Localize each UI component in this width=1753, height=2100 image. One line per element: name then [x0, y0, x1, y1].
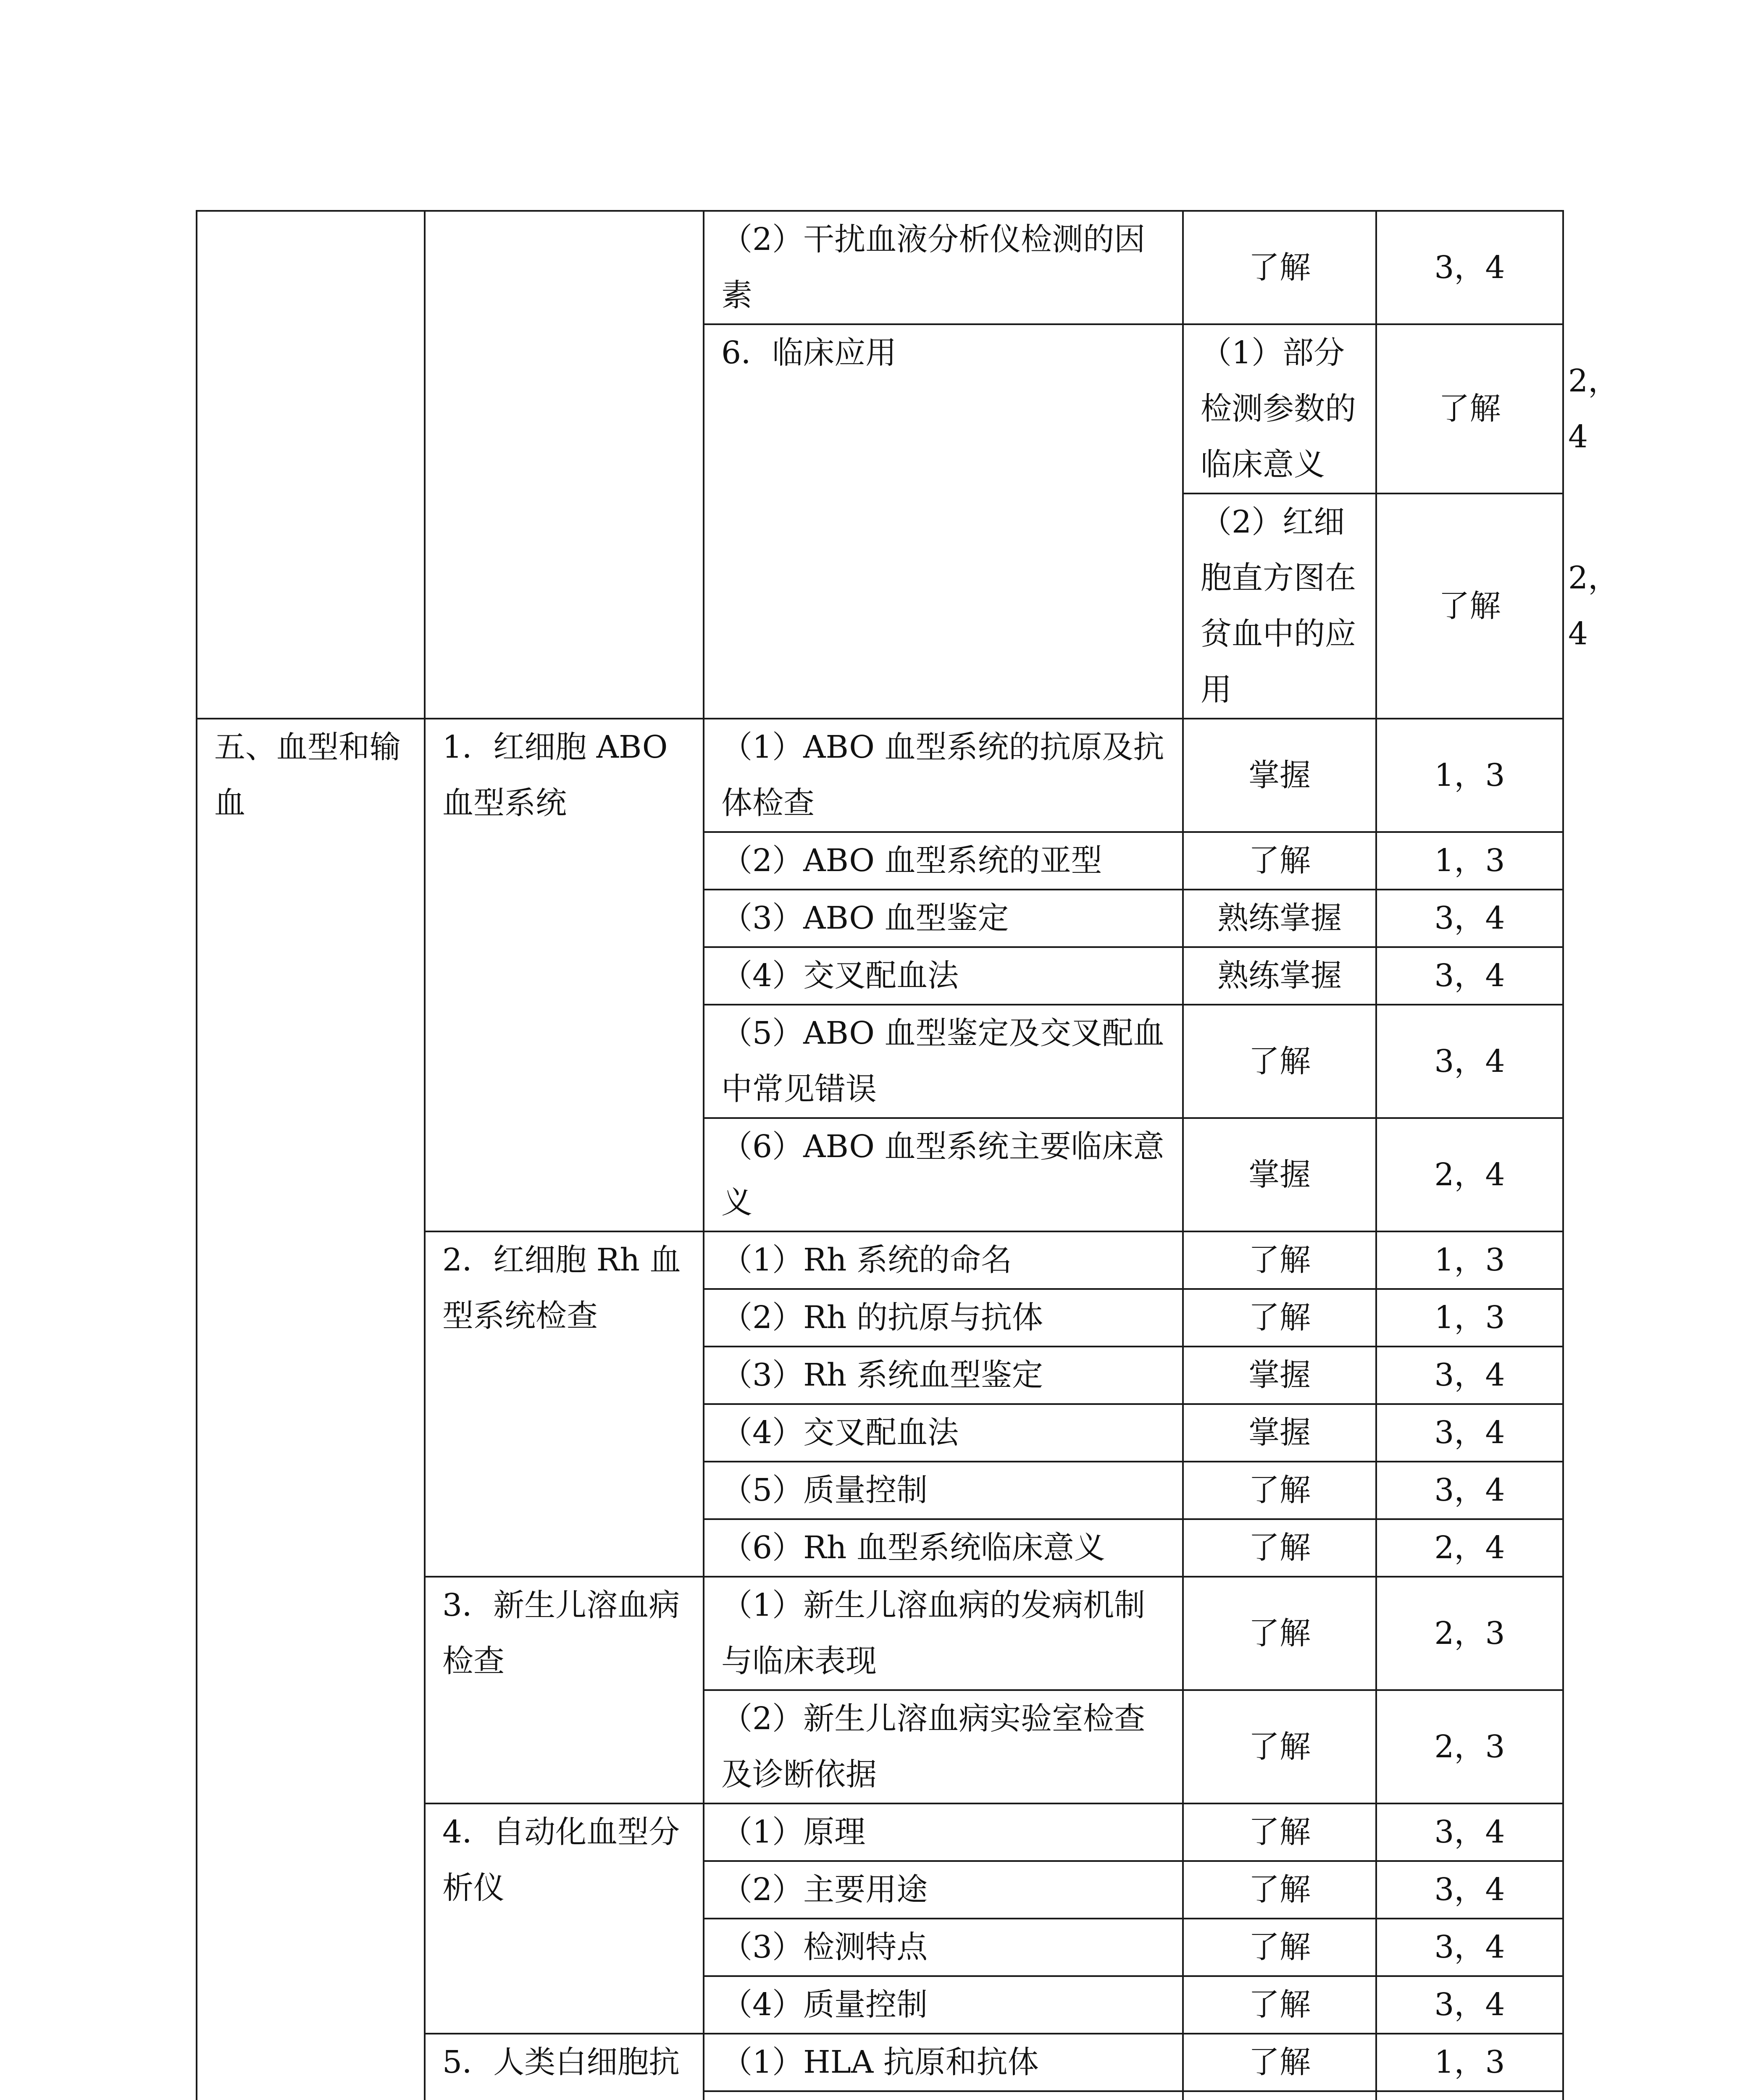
exam-grade-cell: 1，3: [1376, 719, 1563, 832]
exam-grade-cell: 2，4: [1376, 1519, 1563, 1577]
exam-grade-cell: 1，3: [1376, 1289, 1563, 1347]
exam-grade-cell: 3，4: [1376, 1803, 1563, 1861]
requirement-level-cell: 了解: [1183, 1519, 1376, 1577]
item-cell: （2）主要用途: [704, 1861, 1183, 1919]
item-cell: （3）ABO 血型鉴定: [704, 890, 1183, 947]
item-cell: （2）红细胞直方图在贫血中的应用: [1183, 494, 1376, 719]
exam-grade-cell: 3，4: [1376, 1005, 1563, 1118]
requirement-level-cell: 掌握: [1183, 719, 1376, 832]
item-cell: （6）ABO 血型系统主要临床意义: [704, 1118, 1183, 1231]
item-cell: （1）HLA 抗原和抗体: [704, 2034, 1183, 2091]
item-cell: （4）交叉配血法: [704, 1404, 1183, 1462]
item-cell: （6）Rh 血型系统临床意义: [704, 1519, 1183, 1577]
table-row: （2）红细胞直方图在贫血中的应用 了解 2，4: [197, 494, 1563, 719]
requirement-level-cell: 了解: [1183, 1919, 1376, 1976]
exam-grade-cell: 1，3: [1376, 832, 1563, 890]
subcategory-cell: 6．临床应用: [704, 324, 1183, 719]
exam-grade-cell: 3，4: [1376, 1919, 1563, 1976]
table-body: [197, 211, 1619, 2100]
requirement-level-cell: 熟练掌握: [1183, 947, 1376, 1005]
category-cell: 五、血型和输血: [197, 719, 425, 2100]
exam-grade-cell: [1376, 2091, 1563, 2100]
requirement-level-cell: 了解: [1183, 1577, 1376, 1690]
requirement-level-cell: 了解: [1183, 1462, 1376, 1519]
exam-grade-cell: 3，4: [1376, 1462, 1563, 1519]
exam-grade-cell: 2，3: [1376, 1577, 1563, 1690]
item-cell: （1）ABO 血型系统的抗原及抗体检查: [704, 719, 1183, 832]
requirement-level-cell: 了解: [1183, 1231, 1376, 1289]
requirement-level-cell: 了解: [1183, 1861, 1376, 1919]
exam-grade-cell: 2，4: [1376, 1118, 1563, 1231]
item-cell: （1）Rh 系统的命名: [704, 1231, 1183, 1289]
item-cell: （4）交叉配血法: [704, 947, 1183, 1005]
requirement-level-cell: 掌握: [1183, 1404, 1376, 1462]
item-cell: [704, 2091, 1183, 2100]
item-cell: （5）ABO 血型鉴定及交叉配血中常见错误: [704, 1005, 1183, 1118]
exam-grade-cell: 3，4: [1376, 1861, 1563, 1919]
exam-outline-table: [196, 210, 1619, 2100]
requirement-level-cell: 掌握: [1183, 1347, 1376, 1404]
requirement-level-cell: 了解: [1183, 1803, 1376, 1861]
exam-grade-cell: 3，4: [1376, 211, 1563, 324]
requirement-level-cell: 掌握: [1183, 1118, 1376, 1231]
subcategory-cell: 5．人类白细胞抗: [425, 2034, 704, 2100]
subcategory-cell: [425, 211, 704, 719]
requirement-level-cell: [1183, 2091, 1376, 2100]
item-cell: （5）质量控制: [704, 1462, 1183, 1519]
exam-grade-cell: 3，4: [1376, 1404, 1563, 1462]
requirement-level-cell: 了解: [1183, 1976, 1376, 2034]
table-row: 6．临床应用 （1）部分检测参数的临床意义 了解 2，4: [197, 324, 1563, 494]
item-cell: （1）部分检测参数的临床意义: [1183, 324, 1376, 494]
exam-grade-cell: 3，4: [1376, 1347, 1563, 1404]
requirement-level-cell: 了解: [1376, 494, 1563, 719]
requirement-level-cell: 了解: [1183, 1005, 1376, 1118]
item-cell: （2）Rh 的抗原与抗体: [704, 1289, 1183, 1347]
requirement-level-cell: 了解: [1183, 2034, 1376, 2091]
subcategory-cell: 4．自动化血型分析仪: [425, 1803, 704, 2034]
requirement-level-cell: 熟练掌握: [1183, 890, 1376, 947]
item-cell: （4）质量控制: [704, 1976, 1183, 2034]
requirement-level-cell: 了解: [1183, 832, 1376, 890]
item-cell: （2）新生儿溶血病实验室检查及诊断依据: [704, 1690, 1183, 1803]
exam-grade-cell: 1，3: [1376, 2034, 1563, 2091]
item-cell: （1）原理: [704, 1803, 1183, 1861]
category-cell: [197, 211, 425, 719]
exam-grade-cell: 3，4: [1376, 890, 1563, 947]
requirement-level-cell: 了解: [1376, 324, 1563, 494]
item-cell: （2）ABO 血型系统的亚型: [704, 832, 1183, 890]
exam-grade-cell: 3，4: [1376, 1976, 1563, 2034]
item-cell: （2）干扰血液分析仪检测的因素: [704, 211, 1183, 324]
exam-grade-cell: 2，3: [1376, 1690, 1563, 1803]
requirement-level-cell: 了解: [1183, 1690, 1376, 1803]
subcategory-cell: 1．红细胞 ABO 血型系统: [425, 719, 704, 1231]
item-cell: （3）检测特点: [704, 1919, 1183, 1976]
subcategory-cell: 3．新生儿溶血病检查: [425, 1577, 704, 1803]
requirement-level-cell: 了解: [1183, 211, 1376, 324]
exam-grade-cell: 3，4: [1376, 947, 1563, 1005]
exam-grade-cell: 1，3: [1376, 1231, 1563, 1289]
table-row: [197, 719, 1563, 832]
item-cell: （3）Rh 系统血型鉴定: [704, 1347, 1183, 1404]
subcategory-cell: 2．红细胞 Rh 血型系统检查: [425, 1231, 704, 1577]
requirement-level-cell: 了解: [1183, 1289, 1376, 1347]
table-row: [197, 211, 1563, 324]
item-cell: （1）新生儿溶血病的发病机制与临床表现: [704, 1577, 1183, 1690]
